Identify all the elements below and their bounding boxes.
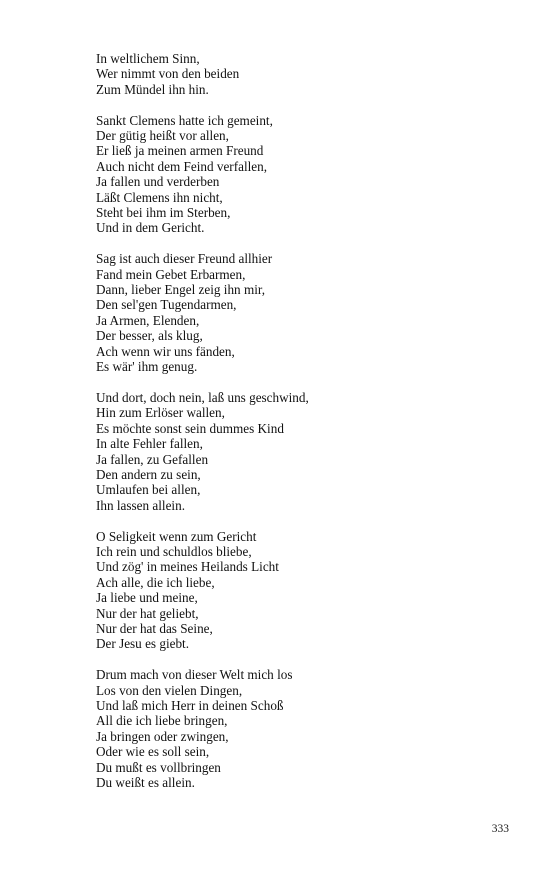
stanza-3 [96, 251, 476, 374]
stanza-1 [96, 51, 476, 97]
poem-line: Er ließ ja meinen armen Freund [96, 143, 264, 159]
poem-line: Ja fallen und verderben [96, 174, 220, 190]
poem-line: Ja bringen oder zwingen, [96, 728, 229, 744]
poem-line: Der Jesu es giebt. [96, 636, 190, 652]
poem-line: Der besser, als klug, [96, 328, 203, 344]
stanza-5 [96, 529, 476, 652]
poem-line: Ach wenn wir uns fänden, [96, 343, 235, 359]
poem-line: Es wär' ihm genug. [96, 359, 198, 375]
poem-line: Ja Armen, Elenden, [96, 312, 200, 328]
poem-line: Läßt Clemens ihn nicht, [96, 189, 223, 205]
poem-line: Auch nicht dem Feind verfallen, [96, 158, 268, 174]
poem-line: Du weißt es allein. [96, 775, 195, 791]
stanza-6 [96, 667, 476, 790]
poem-line: Steht bei ihm im Sterben, [96, 205, 231, 221]
poem-line: Und dort, doch nein, laß uns geschwind, [96, 389, 309, 405]
poem-line: Wer nimmt von den beiden [96, 66, 240, 82]
poem-line: Ja liebe und meine, [96, 590, 198, 606]
poem-line: Sankt Clemens hatte ich gemeint, [96, 112, 273, 128]
poem-line: Sag ist auch dieser Freund allhier [96, 251, 273, 267]
poem-line: Es möchte sonst sein dummes Kind [96, 420, 284, 436]
poem-line: Nur der hat das Seine, [96, 620, 213, 636]
poem-line: Ja fallen, zu Gefallen [96, 451, 209, 467]
poem-line: Ich rein und schuldlos bliebe, [96, 543, 252, 559]
poem-line: In alte Fehler fallen, [96, 436, 203, 452]
poem-line: O Seligkeit wenn zum Gericht [96, 528, 257, 544]
poem-line: Ach alle, die ich liebe, [96, 574, 215, 590]
poem-line: Und zög' in meines Heilands Licht [96, 559, 279, 575]
poem-line: Ihn lassen allein. [96, 497, 185, 513]
poem-line: Zum Mündel ihn hin. [96, 81, 209, 97]
poem-text [96, 51, 476, 806]
poem-line: Und in dem Gericht. [96, 220, 205, 236]
poem-line: Drum mach von dieser Welt mich los [96, 667, 293, 683]
poem-line: Den andern zu sein, [96, 466, 201, 482]
poem-line: In weltlichem Sinn, [96, 51, 200, 66]
poem-line: All die ich liebe bringen, [96, 713, 228, 729]
poem-line: Den sel'gen Tugendarmen, [96, 297, 237, 313]
poem-line: Hin zum Erlöser wallen, [96, 405, 225, 421]
poem-line: Der gütig heißt vor allen, [96, 128, 229, 144]
poem-line: Nur der hat geliebt, [96, 605, 199, 621]
poem-line: Oder wie es soll sein, [96, 744, 210, 760]
page-number: 333 [491, 823, 509, 835]
stanza-2 [96, 113, 476, 236]
poem-line: Und laß mich Herr in deinen Schoß [96, 697, 284, 713]
poem-line: Fand mein Gebet Erbarmen, [96, 266, 246, 282]
poem-line: Los von den vielen Dingen, [96, 682, 243, 698]
poem-line: Dann, lieber Engel zeig ihn mir, [96, 282, 266, 298]
poem-line: Umlaufen bei allen, [96, 482, 201, 498]
poem-line: Du mußt es vollbringen [96, 759, 221, 775]
stanza-4 [96, 390, 476, 513]
